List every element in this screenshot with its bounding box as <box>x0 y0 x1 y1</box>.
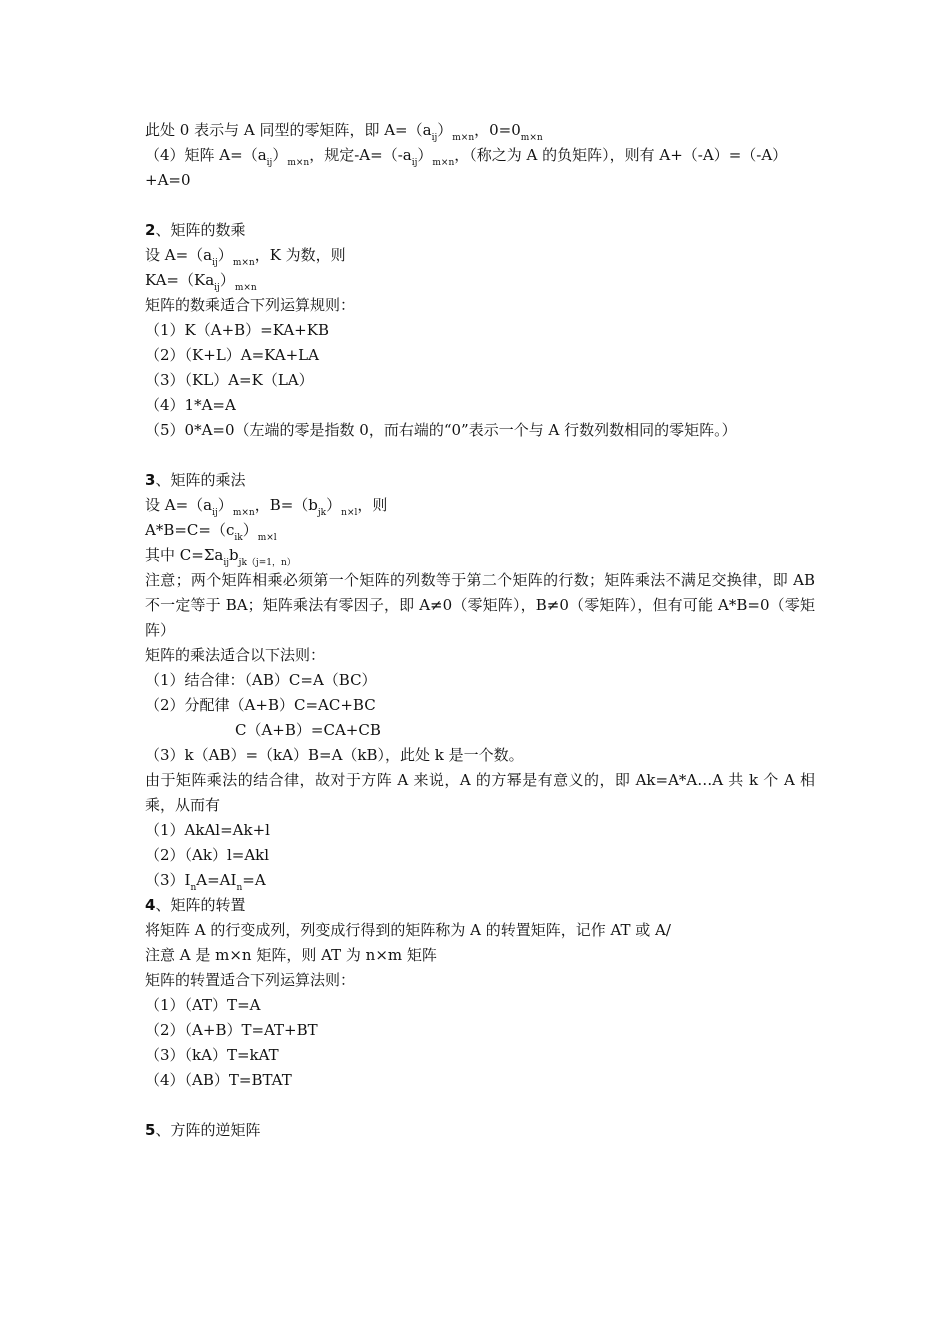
subscript: m×n <box>234 283 257 293</box>
subscript: jk <box>317 508 327 518</box>
section-title: 、方阵的逆矩阵 <box>155 1121 261 1139</box>
rule-item: （2）（A+B）T=AT+BT <box>145 1021 318 1039</box>
subscript: ij <box>266 158 273 168</box>
subscript: ij <box>212 508 218 518</box>
spacer <box>145 1093 815 1118</box>
text-line: 矩阵的乘法适合以下法则： <box>145 646 326 664</box>
subscript: ij <box>431 133 438 143</box>
text-line <box>145 518 815 543</box>
text: ，B=（b <box>254 496 318 514</box>
text: 其中 C=Σa <box>145 546 224 564</box>
text: b <box>229 546 239 564</box>
document-body <box>145 118 815 1143</box>
section-number: 4 <box>145 896 156 914</box>
subscript: m×n <box>232 258 255 268</box>
subscript: m×n <box>232 508 255 518</box>
text: （3）I <box>145 871 191 889</box>
text: 设 A=（a <box>145 246 213 264</box>
spacer <box>145 193 815 218</box>
subscript: m×n <box>520 133 543 143</box>
text-line <box>145 493 815 518</box>
subscript: m×n <box>287 158 310 168</box>
subscript: m×n <box>432 158 455 168</box>
rule-item: （2）分配律（A+B）C=AC+BC <box>145 696 376 714</box>
rule-item <box>145 868 815 893</box>
rule-item: （1）（AT）T=A <box>145 996 261 1014</box>
rule-item: （1）AkAl=Ak+l <box>145 821 270 839</box>
text: ，规定-A=（-a <box>309 146 412 164</box>
text-line <box>145 118 815 143</box>
text: （4）矩阵 A=（a <box>145 146 267 164</box>
subscript: ij <box>411 158 418 168</box>
subscript: m×n <box>452 133 475 143</box>
section-title: 、矩阵的乘法 <box>155 471 246 489</box>
section-number: 3 <box>145 471 156 489</box>
text: ，K 为数，则 <box>254 246 346 264</box>
text: 设 A=（a <box>145 496 213 514</box>
rule-item: C（A+B）=CA+CB <box>235 721 381 739</box>
text-paragraph: 由于矩阵乘法的结合律，故对于方阵 A 来说，A 的方幂是有意义的，即 Ak=A*A…A 共 k 个 A 相乘，从而有 <box>145 771 815 814</box>
text: ，（称之为 A 的负矩阵），则有 A+（-A）=（-A） <box>454 146 788 164</box>
text-line: 将矩阵 A 的行变成列，列变成行得到的矩阵称为 A 的转置矩阵，记作 AT 或 A/ <box>145 921 671 939</box>
rule-item: （4）（AB）T=BTAT <box>145 1071 292 1089</box>
subscript: jk（j=1，n） <box>238 558 296 568</box>
text-line: 注意 A 是 m×n 矩阵，则 AT 为 n×m 矩阵 <box>145 946 437 964</box>
spacer <box>145 443 815 468</box>
rule-item: （4）1*A=A <box>145 396 236 414</box>
rule-item: （2）（Ak）l=Akl <box>145 846 270 864</box>
text-line <box>145 268 815 293</box>
text-line <box>145 243 815 268</box>
text: 此处 0 表示与 A 同型的零矩阵，即 A=（a <box>145 121 432 139</box>
subscript: n <box>236 883 243 893</box>
rule-item: （3）（KL）A=K（LA） <box>145 371 314 389</box>
subscript: ik <box>234 533 243 543</box>
section-title: 、矩阵的转置 <box>155 896 246 914</box>
text: ） <box>217 496 233 514</box>
subscript: m×l <box>257 533 277 543</box>
text-line <box>145 543 815 568</box>
text: A=AI <box>196 871 237 889</box>
subscript: ij <box>214 283 220 293</box>
text-line: +A=0 <box>145 171 191 189</box>
rule-item: （3）k（AB）=（kA）B=A（kB），此处 k 是一个数。 <box>145 746 524 764</box>
text: ） <box>217 246 233 264</box>
text: KA=（Ka <box>145 271 215 289</box>
subscript: n <box>190 883 197 893</box>
subscript: n×l <box>341 508 358 518</box>
rule-item: （3）（kA）T=kAT <box>145 1046 279 1064</box>
text: ） <box>437 121 453 139</box>
section-number: 2 <box>145 221 156 239</box>
subscript: ij <box>223 558 230 568</box>
text: ） <box>219 271 235 289</box>
note-paragraph: 注意；两个矩阵相乘必须第一个矩阵的列数等于第二个矩阵的行数；矩阵乘法不满足交换律，即 AB 不一定等于 BA；矩阵乘法有零因子，即 A≠0（零矩阵），B≠0（零矩阵），但有可能 A*B=0（零矩阵） <box>145 571 815 639</box>
rule-item: （1）K（A+B）=KA+KB <box>145 321 329 339</box>
text: A*B=C=（c <box>145 521 235 539</box>
text-line <box>145 143 815 168</box>
subscript: ij <box>212 258 218 268</box>
text: =A <box>242 871 266 889</box>
text: ） <box>242 521 258 539</box>
text: ） <box>326 496 342 514</box>
text: ，则 <box>357 496 388 514</box>
text: ） <box>417 146 433 164</box>
section-heading <box>145 1118 815 1143</box>
text: ） <box>272 146 288 164</box>
rule-item: （1）结合律：（AB）C=A（BC） <box>145 671 377 689</box>
rule-item: （5）0*A=0（左端的零是指数 0，而右端的“0”表示一个与 A 行数列数相同的零矩阵。） <box>145 421 737 439</box>
section-heading <box>145 468 815 493</box>
text: ，0=0 <box>474 121 521 139</box>
section-heading <box>145 218 815 243</box>
section-number: 5 <box>145 1121 156 1139</box>
text-line: 矩阵的转置适合下列运算法则： <box>145 971 356 989</box>
rule-item: （2）（K+L）A=KA+LA <box>145 346 319 364</box>
text-line: 矩阵的数乘适合下列运算规则： <box>145 296 356 314</box>
section-heading <box>145 893 815 918</box>
section-title: 、矩阵的数乘 <box>155 221 246 239</box>
